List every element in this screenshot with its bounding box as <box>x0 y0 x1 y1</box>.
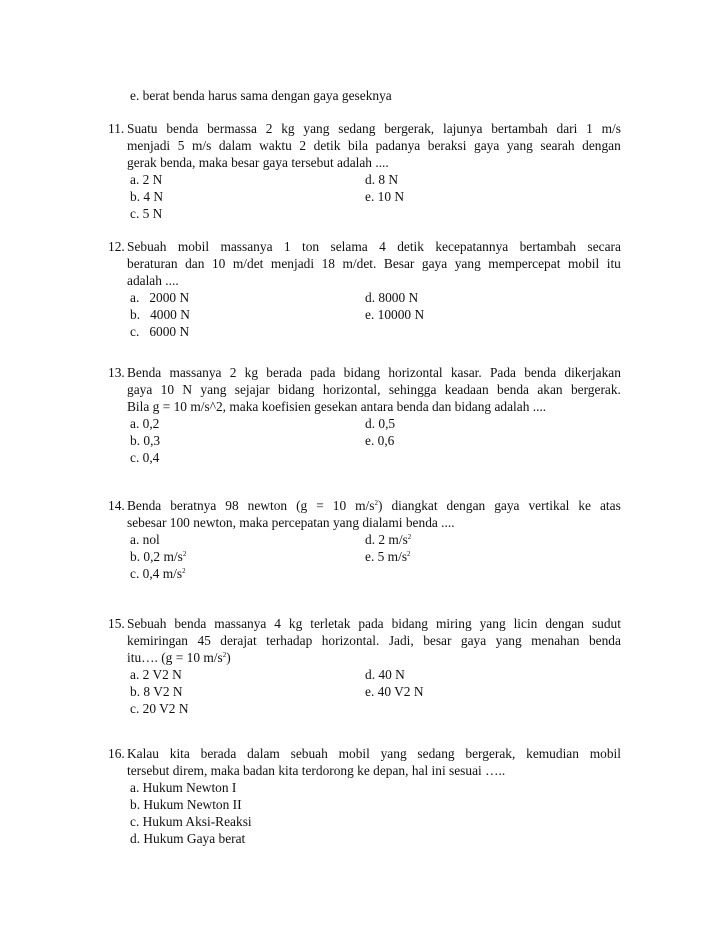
word: berada <box>266 365 302 380</box>
word: bermassa <box>207 121 257 136</box>
word: benda <box>524 365 557 380</box>
word: dalam <box>218 138 252 153</box>
word: m/s <box>601 121 621 136</box>
word: sedang <box>417 746 455 761</box>
word: mempercepat <box>488 256 561 271</box>
option-e: e. 40 V2 N <box>365 684 424 699</box>
word: dikerjakan <box>564 365 621 380</box>
question-text-line-2 <box>127 137 621 154</box>
word: yang <box>454 256 481 271</box>
option-b <box>130 548 186 565</box>
word: dengan <box>446 498 486 513</box>
word: atas <box>599 498 621 513</box>
word: 10 <box>211 256 226 271</box>
text <box>127 649 231 666</box>
word: Kalau <box>127 746 159 761</box>
option-e-prev: e. berat benda harus sama dengan gaya geseknya <box>130 88 392 103</box>
superscript: 2 <box>407 533 412 541</box>
word: benda <box>166 121 199 136</box>
word: diangkat <box>391 498 438 513</box>
word: searah <box>540 138 575 153</box>
word: m/det. <box>342 256 377 271</box>
word: yang <box>200 382 227 397</box>
word: yang <box>479 616 506 631</box>
question-text-line-2 <box>127 632 621 649</box>
option-a: a. 2 V2 N <box>130 667 182 682</box>
word: ke <box>578 498 591 513</box>
word: massanya <box>220 239 273 254</box>
word: 18 <box>321 256 335 271</box>
option-c: c. 5 N <box>130 206 163 221</box>
question-number: 16. <box>108 746 125 761</box>
word: massanya <box>214 616 267 631</box>
word: 1 <box>283 239 291 254</box>
word: kg <box>281 121 295 136</box>
word: bidang <box>391 616 429 631</box>
word: mobil <box>567 256 600 271</box>
word: detik <box>397 239 424 254</box>
option-e: e. 10000 N <box>365 307 425 322</box>
word: kemiringan <box>127 633 188 648</box>
question-number: 13. <box>108 365 125 380</box>
word: lajunya <box>442 121 483 136</box>
word: beraturan <box>127 256 178 271</box>
text: adalah .... <box>127 273 179 288</box>
word: sejajar <box>234 382 270 397</box>
option-b: b. 0,3 <box>130 433 161 448</box>
option-d <box>365 531 411 548</box>
option-text: b. 0,2 m/s <box>130 549 183 564</box>
word: dan <box>185 256 205 271</box>
word: berada <box>200 746 237 761</box>
word: dengan <box>545 616 584 631</box>
option-c: c. 0,4 <box>130 450 160 465</box>
word: miring <box>435 616 472 631</box>
word: Jadi, <box>388 633 414 648</box>
option-a: a. Hukum Newton I <box>130 780 237 795</box>
question-number: 15. <box>108 616 125 631</box>
option-d: d. 8000 N <box>365 290 419 305</box>
word: kecepatannya <box>435 239 509 254</box>
option-d: d. 8 N <box>365 172 399 187</box>
word: gaya <box>421 256 448 271</box>
word: benda <box>174 616 207 631</box>
question-number: 11. <box>108 121 125 136</box>
word: 10 <box>160 382 175 397</box>
word: kita <box>169 746 190 761</box>
option-a: a. 2 N <box>130 172 163 187</box>
question-number: 14. <box>108 498 125 513</box>
option-e: e. 0,6 <box>365 433 395 448</box>
word: kemudian <box>526 746 579 761</box>
word: keadaan <box>444 382 489 397</box>
word: 2 <box>229 365 237 380</box>
word: Sebuah <box>127 616 167 631</box>
word: m/det <box>232 256 264 271</box>
text-part: itu…. (g = 10 m/s <box>127 650 223 665</box>
word: bidang <box>278 382 315 397</box>
word: yang <box>506 138 533 153</box>
option-c: c. 20 V2 N <box>130 701 189 716</box>
word: massanya <box>169 365 222 380</box>
word: horizontal, <box>322 382 381 397</box>
word: Suatu <box>127 121 158 136</box>
question-text-line-3 <box>127 649 621 666</box>
word: N <box>182 382 193 397</box>
question-text-line-1 <box>127 238 621 255</box>
word: dalam <box>247 746 280 761</box>
word: 2 <box>299 138 307 153</box>
word: waktu <box>259 138 292 153</box>
word: derajat <box>220 633 257 648</box>
question-text-line-1 <box>127 120 621 137</box>
word: sudut <box>591 616 621 631</box>
word: kg <box>288 616 303 631</box>
word: 4 <box>379 239 386 254</box>
word: gaya <box>494 498 520 513</box>
word: bidang <box>343 365 381 380</box>
word: detik <box>313 138 341 153</box>
option-c: c. Hukum Aksi-Reaksi <box>130 814 252 829</box>
option-c: c. 6000 N <box>130 324 190 339</box>
word: selama <box>330 239 368 254</box>
word: yang <box>303 121 330 136</box>
word: bergerak, <box>465 746 516 761</box>
option-c <box>130 565 186 582</box>
question-number: 12. <box>108 239 125 254</box>
option-d: d. 0,5 <box>365 416 396 431</box>
word: sebuah <box>290 746 328 761</box>
superscript: 2 <box>407 550 411 558</box>
text-part: ) <box>226 650 231 665</box>
question-text-line-2 <box>127 514 621 531</box>
word: beraksi <box>427 138 467 153</box>
question-text-line-1 <box>127 745 621 762</box>
word: mobil <box>338 746 370 761</box>
word: bergerak, <box>384 121 435 136</box>
superscript: 2 <box>222 651 227 659</box>
word: 10 <box>332 498 347 513</box>
word: menahan <box>531 633 580 648</box>
text: tersebut direm, maka badan kita terdorong ke depan, hal ini sesuai ….. <box>127 763 506 778</box>
question-text-line-2 <box>127 255 621 272</box>
word: bertambah <box>519 239 577 254</box>
word: itu <box>606 256 621 271</box>
superscript: 2 <box>374 499 378 507</box>
word: 1 <box>586 121 593 136</box>
word: gaya <box>460 633 487 648</box>
word: 4 <box>274 616 281 631</box>
question-text-line-3 <box>127 154 621 171</box>
text: Bila g = 10 m/s^2, maka koefisien gesekan antara benda dan bidang adalah .... <box>127 399 547 414</box>
word: menjadi <box>270 256 315 271</box>
word: yang <box>495 633 522 648</box>
option-a: a. 0,2 <box>130 416 160 431</box>
option-b: b. 4000 N <box>130 307 190 322</box>
option-b: b. Hukum Newton II <box>130 797 242 812</box>
question-text-line-2 <box>127 381 621 398</box>
word: terhadap <box>266 633 313 648</box>
word: 98 <box>225 498 239 513</box>
option-b: b. 8 V2 N <box>130 684 183 699</box>
word: Benda <box>127 498 162 513</box>
word: ton <box>302 239 320 254</box>
word: yang <box>380 746 407 761</box>
word: mobil <box>589 746 621 761</box>
option-text: c. 0,4 m/s <box>130 566 183 581</box>
word: kg <box>244 365 259 380</box>
superscript: 2 <box>182 550 187 558</box>
word: horizontal <box>388 365 443 380</box>
word: Pada <box>489 365 516 380</box>
option-text: d. 2 m/s <box>365 532 408 547</box>
word: pada <box>310 365 336 380</box>
question-text-line-1 <box>127 364 621 381</box>
question-text-line-1 <box>127 497 621 514</box>
word: benda <box>497 382 529 397</box>
option-text: e. 5 m/s <box>365 549 408 564</box>
word: Benda <box>127 365 162 380</box>
word: pada <box>358 616 384 631</box>
word: mobil <box>177 239 210 254</box>
word: dari <box>556 121 578 136</box>
word: besar <box>423 633 452 648</box>
word: sehingga <box>388 382 437 397</box>
word: bergerak. <box>570 382 621 397</box>
text: sebesar 100 newton, maka percepatan yang dialami benda .... <box>127 515 455 530</box>
word: akan <box>537 382 563 397</box>
option-a: a. 2000 N <box>130 290 190 305</box>
word: newton <box>247 498 288 513</box>
word: padanya <box>375 138 421 153</box>
word: gaya <box>127 382 153 397</box>
word: Besar <box>383 256 415 271</box>
word: terletak <box>310 616 351 631</box>
superscript: 2 <box>182 567 186 575</box>
word: menjadi <box>127 138 171 153</box>
word: 45 <box>197 633 211 648</box>
question-text-line-1 <box>127 615 621 632</box>
word: 2 <box>265 121 273 136</box>
word: = <box>316 498 324 513</box>
text: gerak benda, maka besar gaya tersebut adalah .... <box>127 155 389 170</box>
word: licin <box>513 616 538 631</box>
word: sedang <box>338 121 376 136</box>
option-e: e. 10 N <box>365 189 405 204</box>
option-e <box>365 548 411 565</box>
word: (g <box>296 498 308 513</box>
question-text-line-3 <box>127 398 621 415</box>
word: gaya <box>474 138 500 153</box>
word: horizontal. <box>321 633 380 648</box>
word: secara <box>587 239 621 254</box>
word: vertikal <box>528 498 570 513</box>
option-a: a. nol <box>130 532 160 547</box>
question-text-line-2 <box>127 762 621 779</box>
word: $m/s^2$) <box>355 498 383 513</box>
question-text-line-3 <box>127 272 621 289</box>
word: beratnya <box>170 498 217 513</box>
option-d: d. Hukum Gaya berat <box>130 831 246 846</box>
word: bertambah <box>491 121 548 136</box>
option-b: b. 4 N <box>130 189 164 204</box>
word: kasar. <box>450 365 482 380</box>
word: Sebuah <box>127 239 167 254</box>
word: 5 <box>177 138 185 153</box>
word: m/s <box>191 138 212 153</box>
option-d: d. 40 N <box>365 667 405 682</box>
word: dengan <box>582 138 621 153</box>
word: benda <box>588 633 621 648</box>
word: bila <box>347 138 369 153</box>
